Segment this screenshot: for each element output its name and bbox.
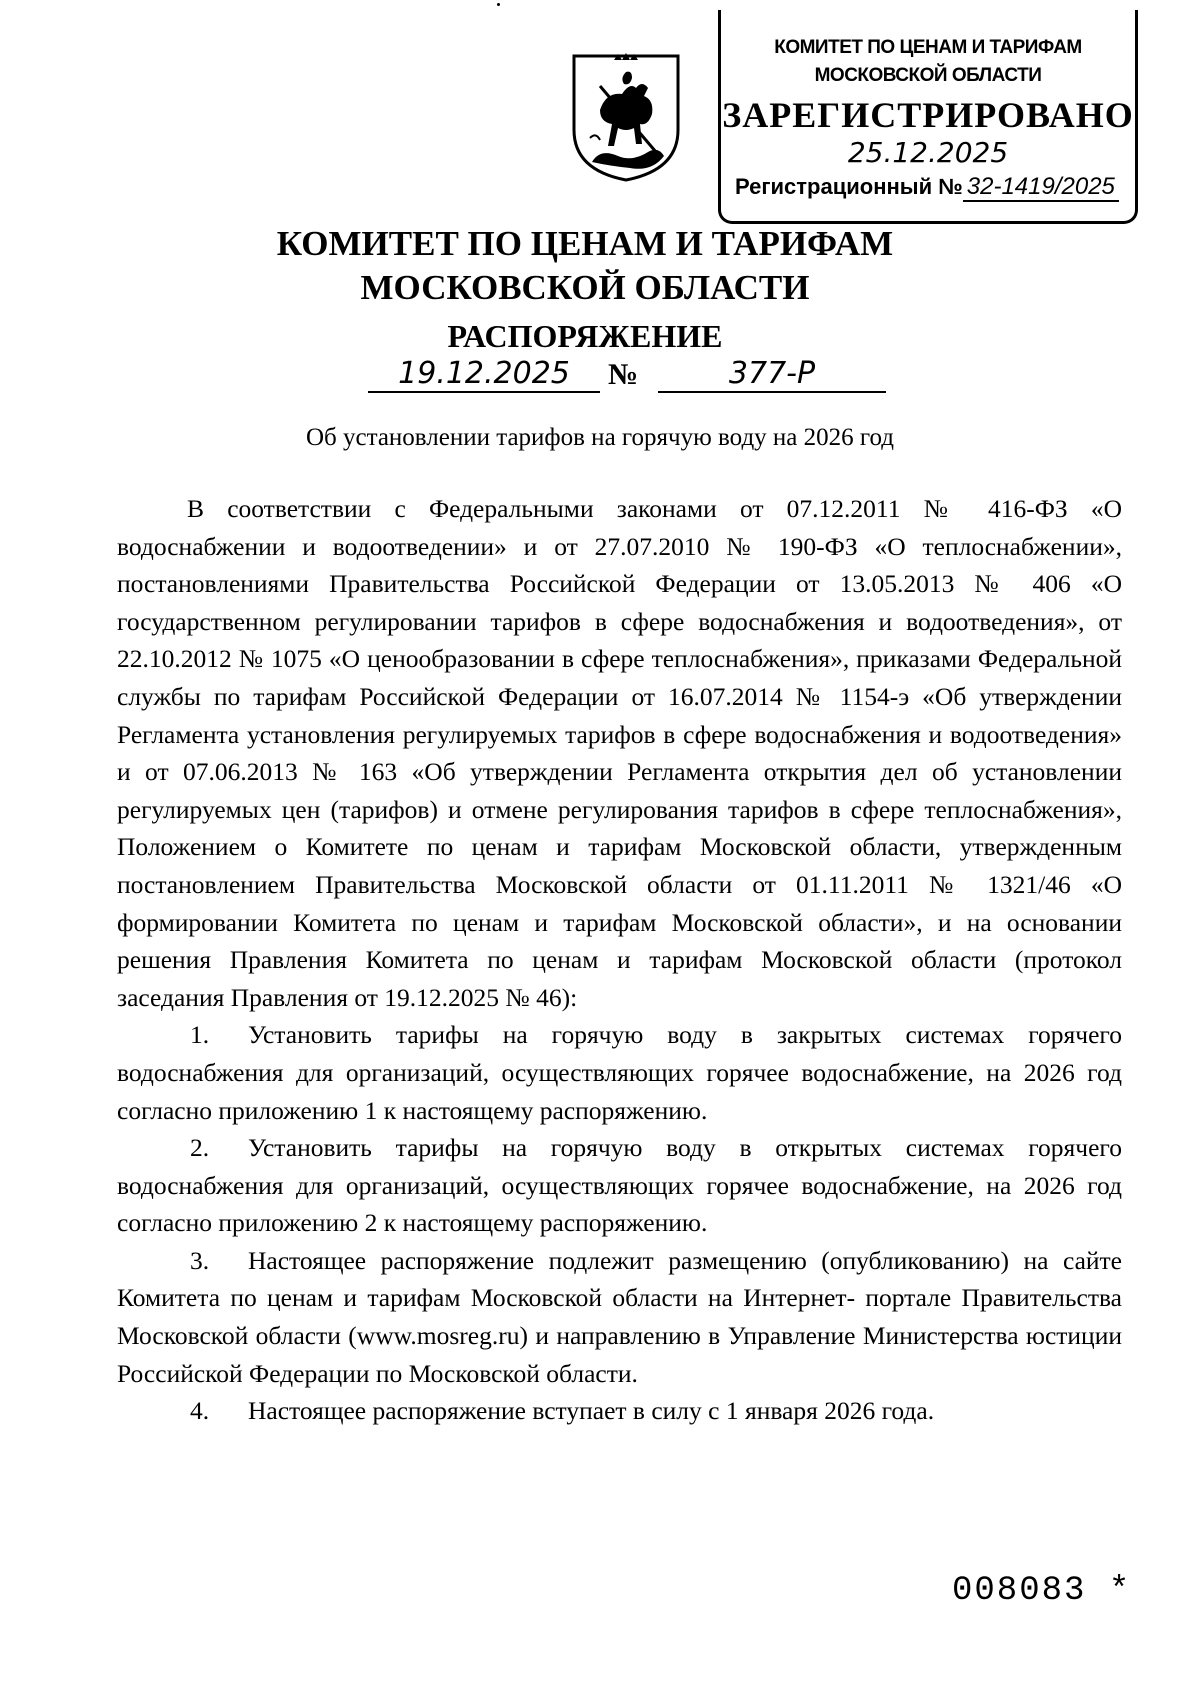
- item-text: Настоящее распоряжение вступает в силу с 1 января 2026 года.: [248, 1396, 935, 1426]
- stamp-reg-label: Регистрационный №: [735, 174, 963, 199]
- stamp-registered: ЗАРЕГИСТРИРОВАНО: [722, 95, 1134, 135]
- doc-number: 377-Р: [658, 356, 886, 393]
- list-item: [117, 1016, 1122, 1129]
- item-text: Установить тарифы на горячую воду в открытых системах горячего водоснабжения для организаций, осуществляющих горячее водоснабжение, на 2026 год согласно приложению 2 к настоящему распоряжению.: [117, 1133, 1122, 1238]
- preamble-paragraph: В соответствии с Федеральными законами от 07.12.2011 № 416-ФЗ «О водоснабжении и водоотведении» и от 27.07.2010 № 190-ФЗ «О теплоснабжении», постановлениями Правительства Российской Федерации от 13.05.2013 № 406 «О государственном регулировании тарифов в сфере водоснабжения и водоотведения», от 22.10.2012 № 1075 «О ценообразовании в сфере теплоснабжения», приказами Федеральной службы по тарифам Российской Федерации от 16.07.2014 № 1154-э «Об утверждении Регламента установления регулируемых тарифов в сфере водоснабжения и водоотведения» и от 07.06.2013 № 163 «Об утверждении Регламента открытия дел об установлении регулируемых цен (тарифов) и отмене регулирования тарифов в сфере теплоснабжения», Положением о Комитете по ценам и тарифам Московской области, утвержденным постановлением Правительства Московской области от 01.11.2011 № 1321/46 «О формировании Комитета по ценам и тарифам Московской области», и на основании решения Правления Комитета по ценам и тарифам Московской области (протокол заседания Правления от 19.12.2025 № 46):: [117, 494, 1122, 1012]
- doc-date-number-line: [368, 356, 888, 396]
- item-number: 4.: [190, 1396, 210, 1426]
- stamp-org-line2: МОСКОВСКОЙ ОБЛАСТИ: [814, 65, 1042, 86]
- list-item: [117, 1129, 1122, 1242]
- doc-body: [117, 490, 1122, 1430]
- doc-type: РАСПОРЯЖЕНИЕ: [447, 318, 723, 354]
- item-number: 1.: [190, 1020, 210, 1050]
- stamp-reg-number: 32-1419/2025: [963, 173, 1119, 202]
- org-title-line2: МОСКОВСКОЙ ОБЛАСТИ: [360, 268, 810, 307]
- item-text: Настоящее распоряжение подлежит размещению (опубликованию) на сайте Комитета по ценам и тарифам Московской области на Интернет- портале Правительства Московской области (www.mosreg.ru) и направлению в Управление Министерства юстиции Российской Федерации по Московской области.: [117, 1245, 1122, 1388]
- list-item: [117, 1392, 1122, 1430]
- doc-subject: Об установлении тарифов на горячую воду на 2026 год: [305, 424, 895, 451]
- stamp-org-line1: КОМИТЕТ ПО ЦЕНАМ И ТАРИФАМ: [774, 37, 1082, 58]
- scan-speck: [497, 3, 500, 6]
- number-sign: №: [608, 358, 639, 391]
- stamp-date: 25.12.2025: [847, 136, 1009, 169]
- list-item: [117, 1242, 1122, 1392]
- item-number: 2.: [190, 1133, 210, 1163]
- serial-number: 008083 *: [952, 1572, 1132, 1610]
- item-text: Установить тарифы на горячую воду в закрытых системах горячего водоснабжения для организаций, осуществляющих горячее водоснабжение, на 2026 год согласно приложению 1 к настоящему распоряжению.: [117, 1020, 1122, 1125]
- doc-date: 19.12.2025: [368, 356, 600, 393]
- stamp-reg-number-row: [735, 173, 1119, 201]
- org-title-line1: КОМИТЕТ ПО ЦЕНАМ И ТАРИФАМ: [276, 224, 894, 263]
- item-number: 3.: [190, 1245, 210, 1275]
- registration-stamp: [718, 10, 1138, 224]
- coat-of-arms-icon: [570, 52, 682, 182]
